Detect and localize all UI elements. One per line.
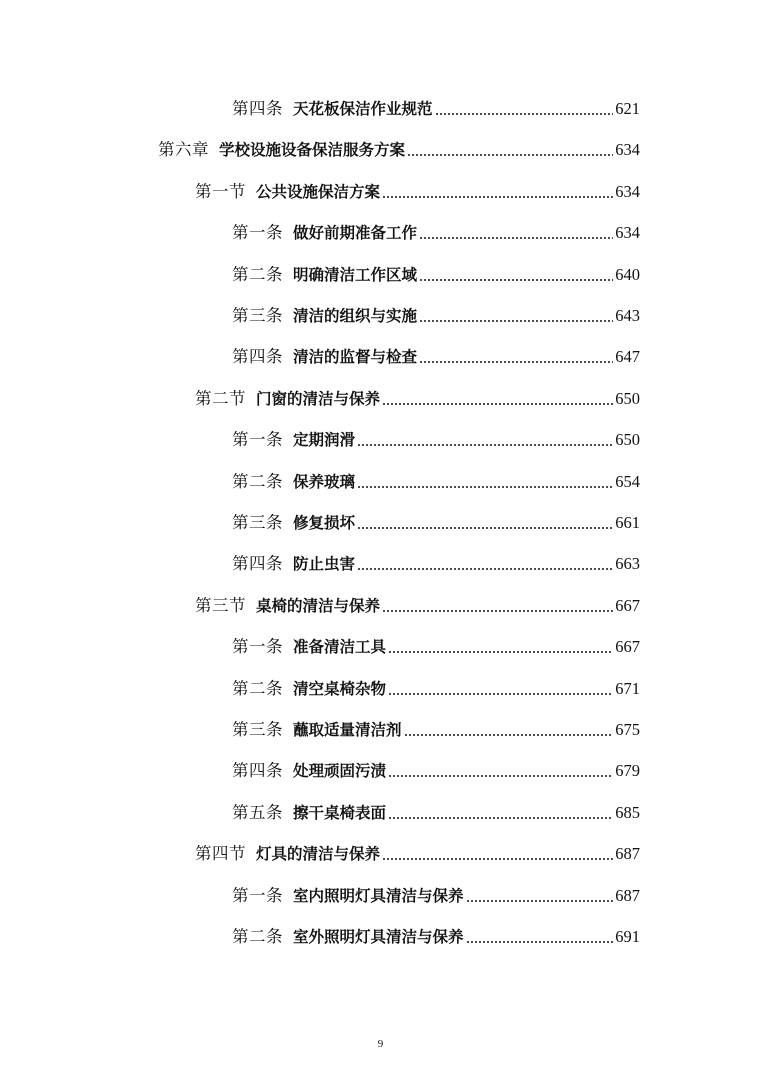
toc-entry-page: 675 — [615, 720, 640, 739]
toc-entry[interactable] — [232, 545, 640, 575]
toc-entry-page: 679 — [615, 761, 640, 781]
toc-entry-title: 蘸取适量清洁剂 — [293, 721, 402, 739]
toc-entry-number: 第一条 — [232, 885, 283, 905]
toc-entry-page: 687 — [615, 844, 640, 864]
toc-entry[interactable] — [232, 504, 640, 534]
toc-entry-page: 640 — [615, 264, 640, 284]
toc-entry-title: 学校设施设备保洁服务方案 — [219, 141, 406, 160]
toc-entry[interactable] — [232, 338, 640, 368]
dot-leader — [419, 279, 613, 281]
toc-entry[interactable] — [195, 587, 640, 617]
dot-leader — [357, 568, 613, 570]
toc-entry-title: 定期润滑 — [293, 431, 356, 450]
toc-entry-title: 清洁的监督与检查 — [293, 348, 418, 367]
dot-leader — [382, 196, 613, 198]
toc-entry-number: 第四条 — [232, 554, 283, 574]
toc-entry-number: 第四节 — [195, 844, 246, 864]
toc-entry[interactable] — [232, 297, 640, 327]
toc-entry-page: 634 — [615, 181, 640, 201]
toc-entry-number: 第一条 — [232, 430, 283, 450]
toc-entry[interactable] — [195, 835, 640, 865]
toc-entry-number: 第一条 — [232, 223, 283, 243]
dot-leader — [382, 403, 613, 405]
dot-leader — [419, 320, 613, 322]
toc-entry-number: 第二条 — [232, 264, 283, 284]
toc-entry-page: 650 — [615, 388, 640, 408]
toc-entry[interactable] — [232, 421, 640, 451]
toc-entry-number: 第二节 — [195, 388, 246, 408]
toc-entry-page: 634 — [615, 223, 640, 243]
toc-entry[interactable] — [158, 131, 640, 161]
dot-leader — [388, 651, 613, 653]
toc-entry-number: 第一条 — [232, 637, 283, 657]
dot-leader — [435, 113, 614, 115]
toc-entry-title: 防止虫害 — [293, 555, 356, 574]
toc-entry-title: 清洁的组织与实施 — [293, 307, 418, 325]
toc-entry[interactable] — [232, 752, 640, 782]
toc-entry-number: 第六章 — [158, 140, 209, 160]
toc-entry-title: 公共设施保洁方案 — [256, 182, 381, 201]
dot-leader — [382, 858, 613, 860]
toc-entry-number: 第五条 — [232, 802, 283, 822]
dot-leader — [388, 775, 613, 777]
toc-entry[interactable] — [232, 794, 640, 824]
toc-entry-number: 第三节 — [195, 595, 246, 615]
toc-entry-page: 663 — [615, 554, 640, 574]
dot-leader — [382, 610, 613, 612]
toc-entry-title: 处理顽固污渍 — [293, 762, 387, 781]
dot-leader — [419, 237, 613, 239]
toc-entry-title: 擦干桌椅表面 — [293, 803, 387, 822]
toc-entry-title: 保养玻璃 — [293, 472, 356, 491]
toc-entry-title: 天花板保洁作业规范 — [293, 100, 433, 118]
toc-entry[interactable] — [232, 214, 640, 244]
toc-entry[interactable] — [195, 380, 640, 410]
toc-entry-number: 第四条 — [232, 99, 283, 118]
toc-entry-title: 室内照明灯具清洁与保养 — [293, 886, 464, 905]
toc-entry-title: 灯具的清洁与保养 — [256, 845, 381, 864]
toc-entry-page: 634 — [615, 140, 640, 160]
dot-leader — [388, 693, 613, 695]
toc-entry-number: 第一节 — [195, 181, 246, 201]
toc-entry-title: 做好前期准备工作 — [293, 224, 418, 243]
toc-entry-page: 650 — [615, 430, 640, 450]
toc-entry[interactable] — [232, 90, 640, 120]
dot-leader — [404, 734, 614, 736]
toc-entry-page: 643 — [615, 306, 640, 325]
toc-entry-page: 671 — [615, 678, 640, 698]
toc-entry-number: 第二条 — [232, 678, 283, 698]
toc-entry-page: 667 — [615, 637, 640, 657]
dot-leader — [357, 486, 613, 488]
toc-entry-title: 明确清洁工作区域 — [293, 265, 418, 284]
dot-leader — [419, 361, 613, 363]
dot-leader — [407, 154, 613, 156]
toc-entry-title: 室外照明灯具清洁与保养 — [293, 928, 464, 946]
toc-entry-number: 第四条 — [232, 347, 283, 367]
toc-entry-number: 第三条 — [232, 306, 283, 325]
toc-entry[interactable] — [232, 463, 640, 493]
toc-entry-page: 621 — [615, 99, 640, 118]
toc-entry-number: 第四条 — [232, 761, 283, 781]
dot-leader — [466, 941, 614, 943]
toc-entry[interactable] — [232, 918, 640, 948]
toc-entry-page: 687 — [615, 885, 640, 905]
toc-entry-page: 691 — [615, 927, 640, 946]
toc-entry-title: 门窗的清洁与保养 — [256, 389, 381, 408]
toc-entry-number: 第三条 — [232, 513, 283, 532]
toc-entry-page: 647 — [615, 347, 640, 367]
page-number: 9 — [377, 1038, 384, 1050]
dot-leader — [388, 817, 613, 819]
dot-leader — [466, 900, 614, 902]
toc-entry-title: 桌椅的清洁与保养 — [256, 596, 381, 615]
dot-leader — [357, 444, 613, 446]
toc-entry[interactable] — [232, 628, 640, 658]
toc-entry-page: 661 — [615, 513, 640, 532]
dot-leader — [357, 527, 613, 529]
toc-entry[interactable] — [232, 256, 640, 286]
toc-entry-page: 654 — [615, 471, 640, 491]
toc-entry-title: 修复损坏 — [293, 514, 356, 532]
toc-entry-number: 第二条 — [232, 927, 283, 946]
toc-entry-page: 667 — [615, 595, 640, 615]
toc-entry-number: 第二条 — [232, 471, 283, 491]
toc-entry[interactable] — [232, 711, 640, 741]
toc-entry[interactable] — [232, 670, 640, 700]
toc-entry-number: 第三条 — [232, 720, 283, 739]
toc-entry-title: 准备清洁工具 — [293, 638, 387, 657]
toc-entry-page: 685 — [615, 802, 640, 822]
toc-entry[interactable] — [232, 877, 640, 907]
toc-entry-title: 清空桌椅杂物 — [293, 679, 387, 698]
toc-entry[interactable] — [195, 173, 640, 203]
